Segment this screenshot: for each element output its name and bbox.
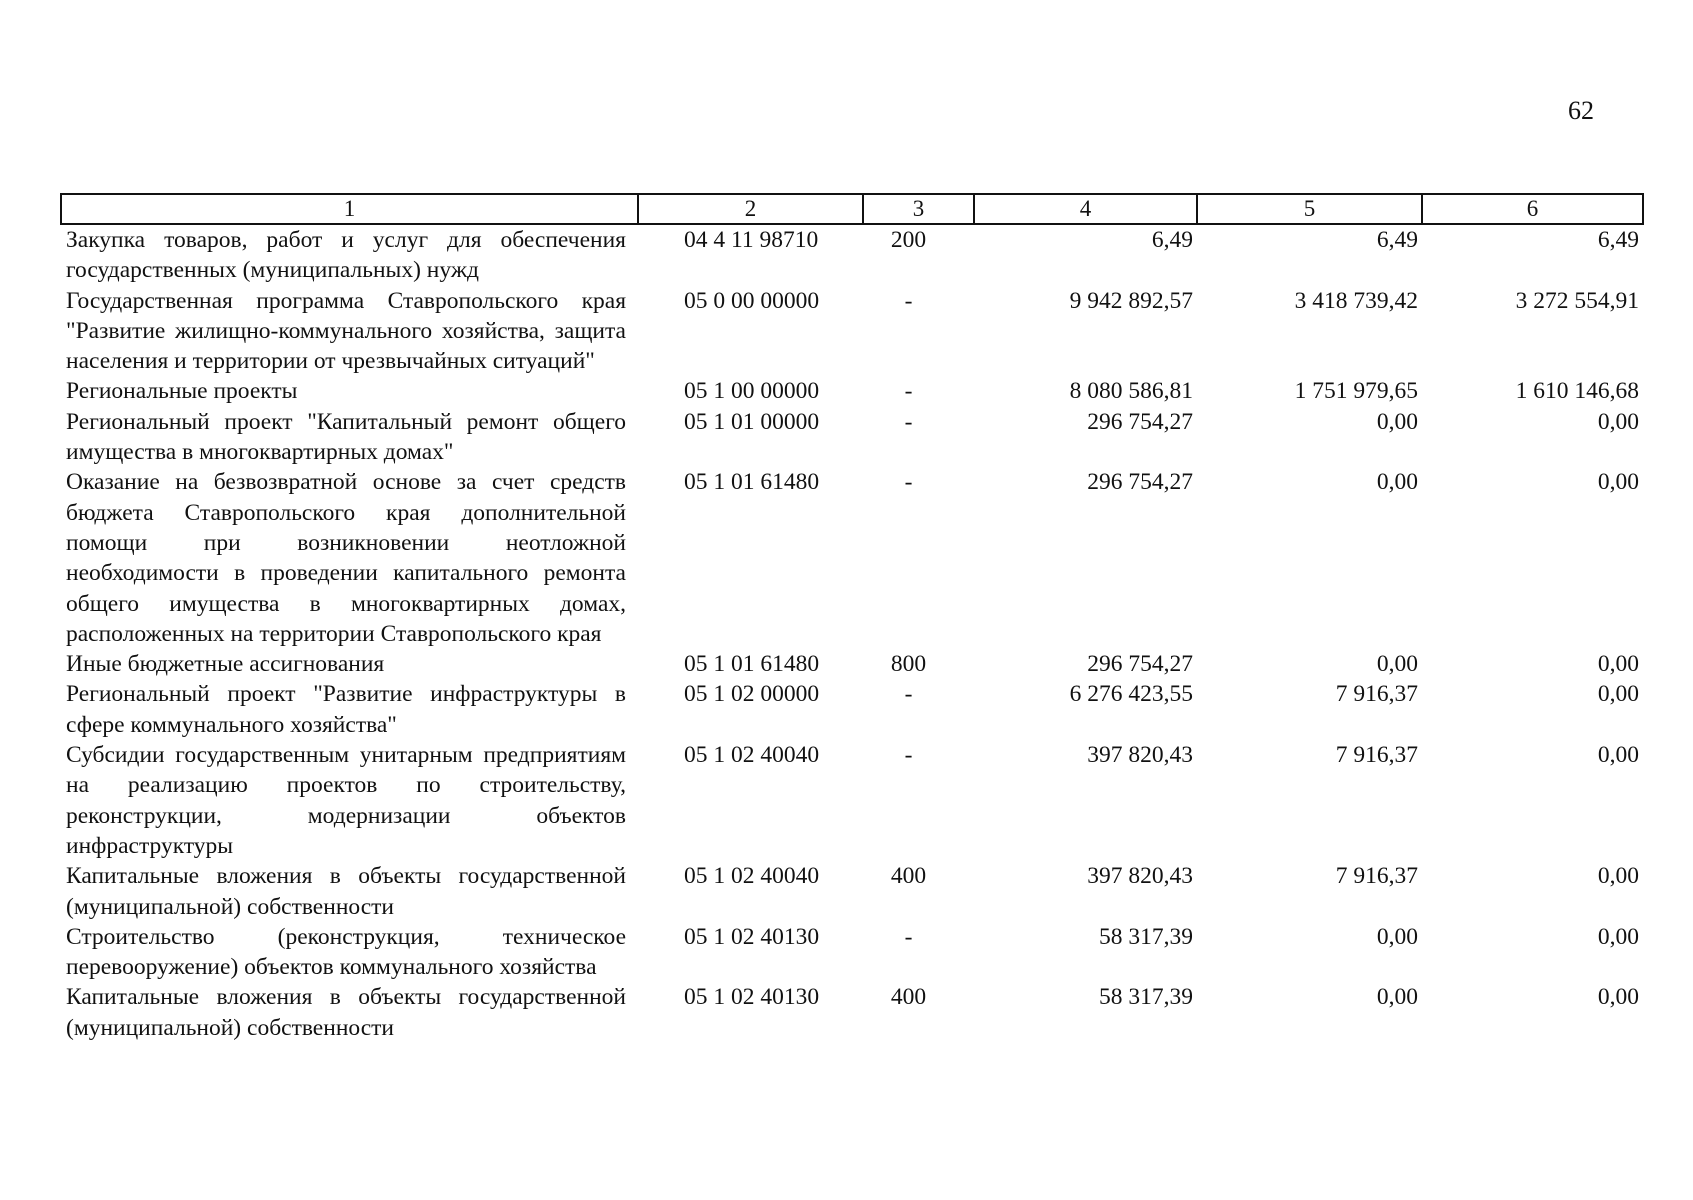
- row-expense-type: -: [904, 742, 913, 769]
- row-name: Региональный проект "Капитальный ремонт общего имущества в многоквартирных домах": [66, 408, 626, 466]
- row-expense-type: -: [904, 469, 913, 496]
- row-expense-type: 800: [890, 651, 927, 678]
- column-header-3: 3: [863, 194, 974, 224]
- row-value-1: 397 820,43: [1087, 742, 1193, 769]
- row-value-3: 0,00: [1597, 923, 1639, 950]
- row-value-3: 0,00: [1597, 651, 1639, 678]
- row-value-3: 0,00: [1597, 984, 1639, 1011]
- row-value-3: 1 610 146,68: [1515, 378, 1639, 405]
- row-value-2: 0,00: [1376, 923, 1418, 950]
- row-name: Капитальные вложения в объекты государственной (муниципальной) собственности: [66, 984, 626, 1041]
- row-expense-type: -: [904, 287, 913, 314]
- table-row: [61, 982, 1643, 1043]
- row-code: 05 1 02 40130: [684, 984, 820, 1011]
- row-value-1: 8 080 586,81: [1069, 378, 1193, 405]
- table-row: [61, 740, 1643, 861]
- row-code: 05 1 01 00000: [684, 408, 820, 435]
- row-code: 05 1 00 00000: [684, 378, 820, 405]
- row-value-3: 0,00: [1597, 408, 1639, 435]
- row-value-2: 1 751 979,65: [1294, 378, 1418, 405]
- row-value-2: 3 418 739,42: [1294, 287, 1418, 314]
- row-code: 04 4 11 98710: [684, 227, 819, 253]
- row-value-1: 296 754,27: [1087, 469, 1193, 496]
- row-value-1: 58 317,39: [1099, 984, 1193, 1011]
- row-value-2: 7 916,37: [1335, 742, 1418, 769]
- page-number: 62: [1568, 96, 1594, 125]
- row-code: 05 1 02 40130: [684, 923, 820, 950]
- row-code: 05 1 02 40040: [684, 742, 820, 769]
- table-row: [61, 376, 1643, 406]
- row-value-3: 0,00: [1597, 681, 1639, 708]
- row-value-2: 7 916,37: [1335, 863, 1418, 890]
- row-name: Строительство (реконструкция, техническое перевооружение) объектов коммунального хозяйства: [66, 923, 626, 981]
- row-code: 05 1 01 61480: [684, 469, 820, 496]
- row-expense-type: 400: [890, 863, 927, 890]
- table-row: [61, 679, 1643, 740]
- row-value-1: 296 754,27: [1087, 651, 1193, 678]
- row-name: Оказание на безвозвратной основе за счет средств бюджета Ставропольского края дополнительной помощи при возникновении неотложной необходимости в проведении капитального ремонта общего имущества в многоквартирных домах, расположенных на территории Ставропольского края: [66, 469, 626, 647]
- row-value-2: 0,00: [1376, 651, 1418, 678]
- row-value-1: 6 276 423,55: [1069, 681, 1193, 708]
- row-value-2: 0,00: [1376, 469, 1418, 496]
- row-name: Капитальные вложения в объекты государственной (муниципальной) собственности: [66, 863, 626, 920]
- row-value-3: 6,49: [1597, 227, 1639, 253]
- row-value-2: 0,00: [1376, 984, 1418, 1011]
- table-row: [61, 467, 1643, 649]
- column-header-6: 6: [1422, 194, 1643, 224]
- table-row: [61, 286, 1643, 377]
- row-value-2: 0,00: [1376, 408, 1418, 435]
- column-header-5: 5: [1197, 194, 1422, 224]
- row-code: 05 1 02 40040: [684, 863, 820, 890]
- row-name: Региональные проекты: [66, 378, 298, 405]
- row-code: 05 1 01 61480: [684, 651, 820, 678]
- row-expense-type: -: [904, 681, 913, 708]
- table-row: [61, 922, 1643, 983]
- row-code: 05 0 00 00000: [684, 287, 820, 314]
- row-value-1: 58 317,39: [1099, 923, 1193, 950]
- row-name: Закупка товаров, работ и услуг для обеспечения государственных (муниципальных) нужд: [66, 227, 626, 284]
- row-expense-type: -: [904, 923, 913, 950]
- row-expense-type: -: [904, 378, 913, 405]
- row-code: 05 1 02 00000: [684, 681, 820, 708]
- column-header-1: 1: [61, 194, 638, 224]
- table-row: [61, 861, 1643, 922]
- row-expense-type: 200: [890, 227, 927, 253]
- row-value-2: 7 916,37: [1335, 681, 1418, 708]
- column-header-2: 2: [638, 194, 863, 224]
- budget-table: [60, 193, 1644, 1043]
- row-value-3: 0,00: [1597, 469, 1639, 496]
- row-value-3: 0,00: [1597, 742, 1639, 769]
- table-row: [61, 224, 1643, 286]
- table-row: [61, 649, 1643, 679]
- row-value-1: 397 820,43: [1087, 863, 1193, 890]
- row-value-3: 0,00: [1597, 863, 1639, 890]
- row-expense-type: -: [904, 408, 913, 435]
- row-value-2: 6,49: [1376, 227, 1418, 253]
- row-expense-type: 400: [890, 984, 927, 1011]
- row-value-1: 296 754,27: [1087, 408, 1193, 435]
- row-name: Субсидии государственным унитарным предприятиям на реализацию проектов по строительству, реконструкции, модернизации объектов инфраструктуры: [66, 742, 626, 859]
- column-header-4: 4: [974, 194, 1197, 224]
- row-value-3: 3 272 554,91: [1515, 287, 1639, 314]
- row-name: Государственная программа Ставропольского края "Развитие жилищно-коммунального хозяйства, защита населения и территории от чрезвычайных ситуаций": [66, 287, 626, 375]
- row-name: Иные бюджетные ассигнования: [66, 651, 385, 678]
- row-name: Региональный проект "Развитие инфраструктуры в сфере коммунального хозяйства": [66, 681, 626, 738]
- row-value-1: 6,49: [1151, 227, 1193, 253]
- table-row: [61, 407, 1643, 468]
- row-value-1: 9 942 892,57: [1069, 287, 1193, 314]
- table-header-row: [61, 194, 1643, 224]
